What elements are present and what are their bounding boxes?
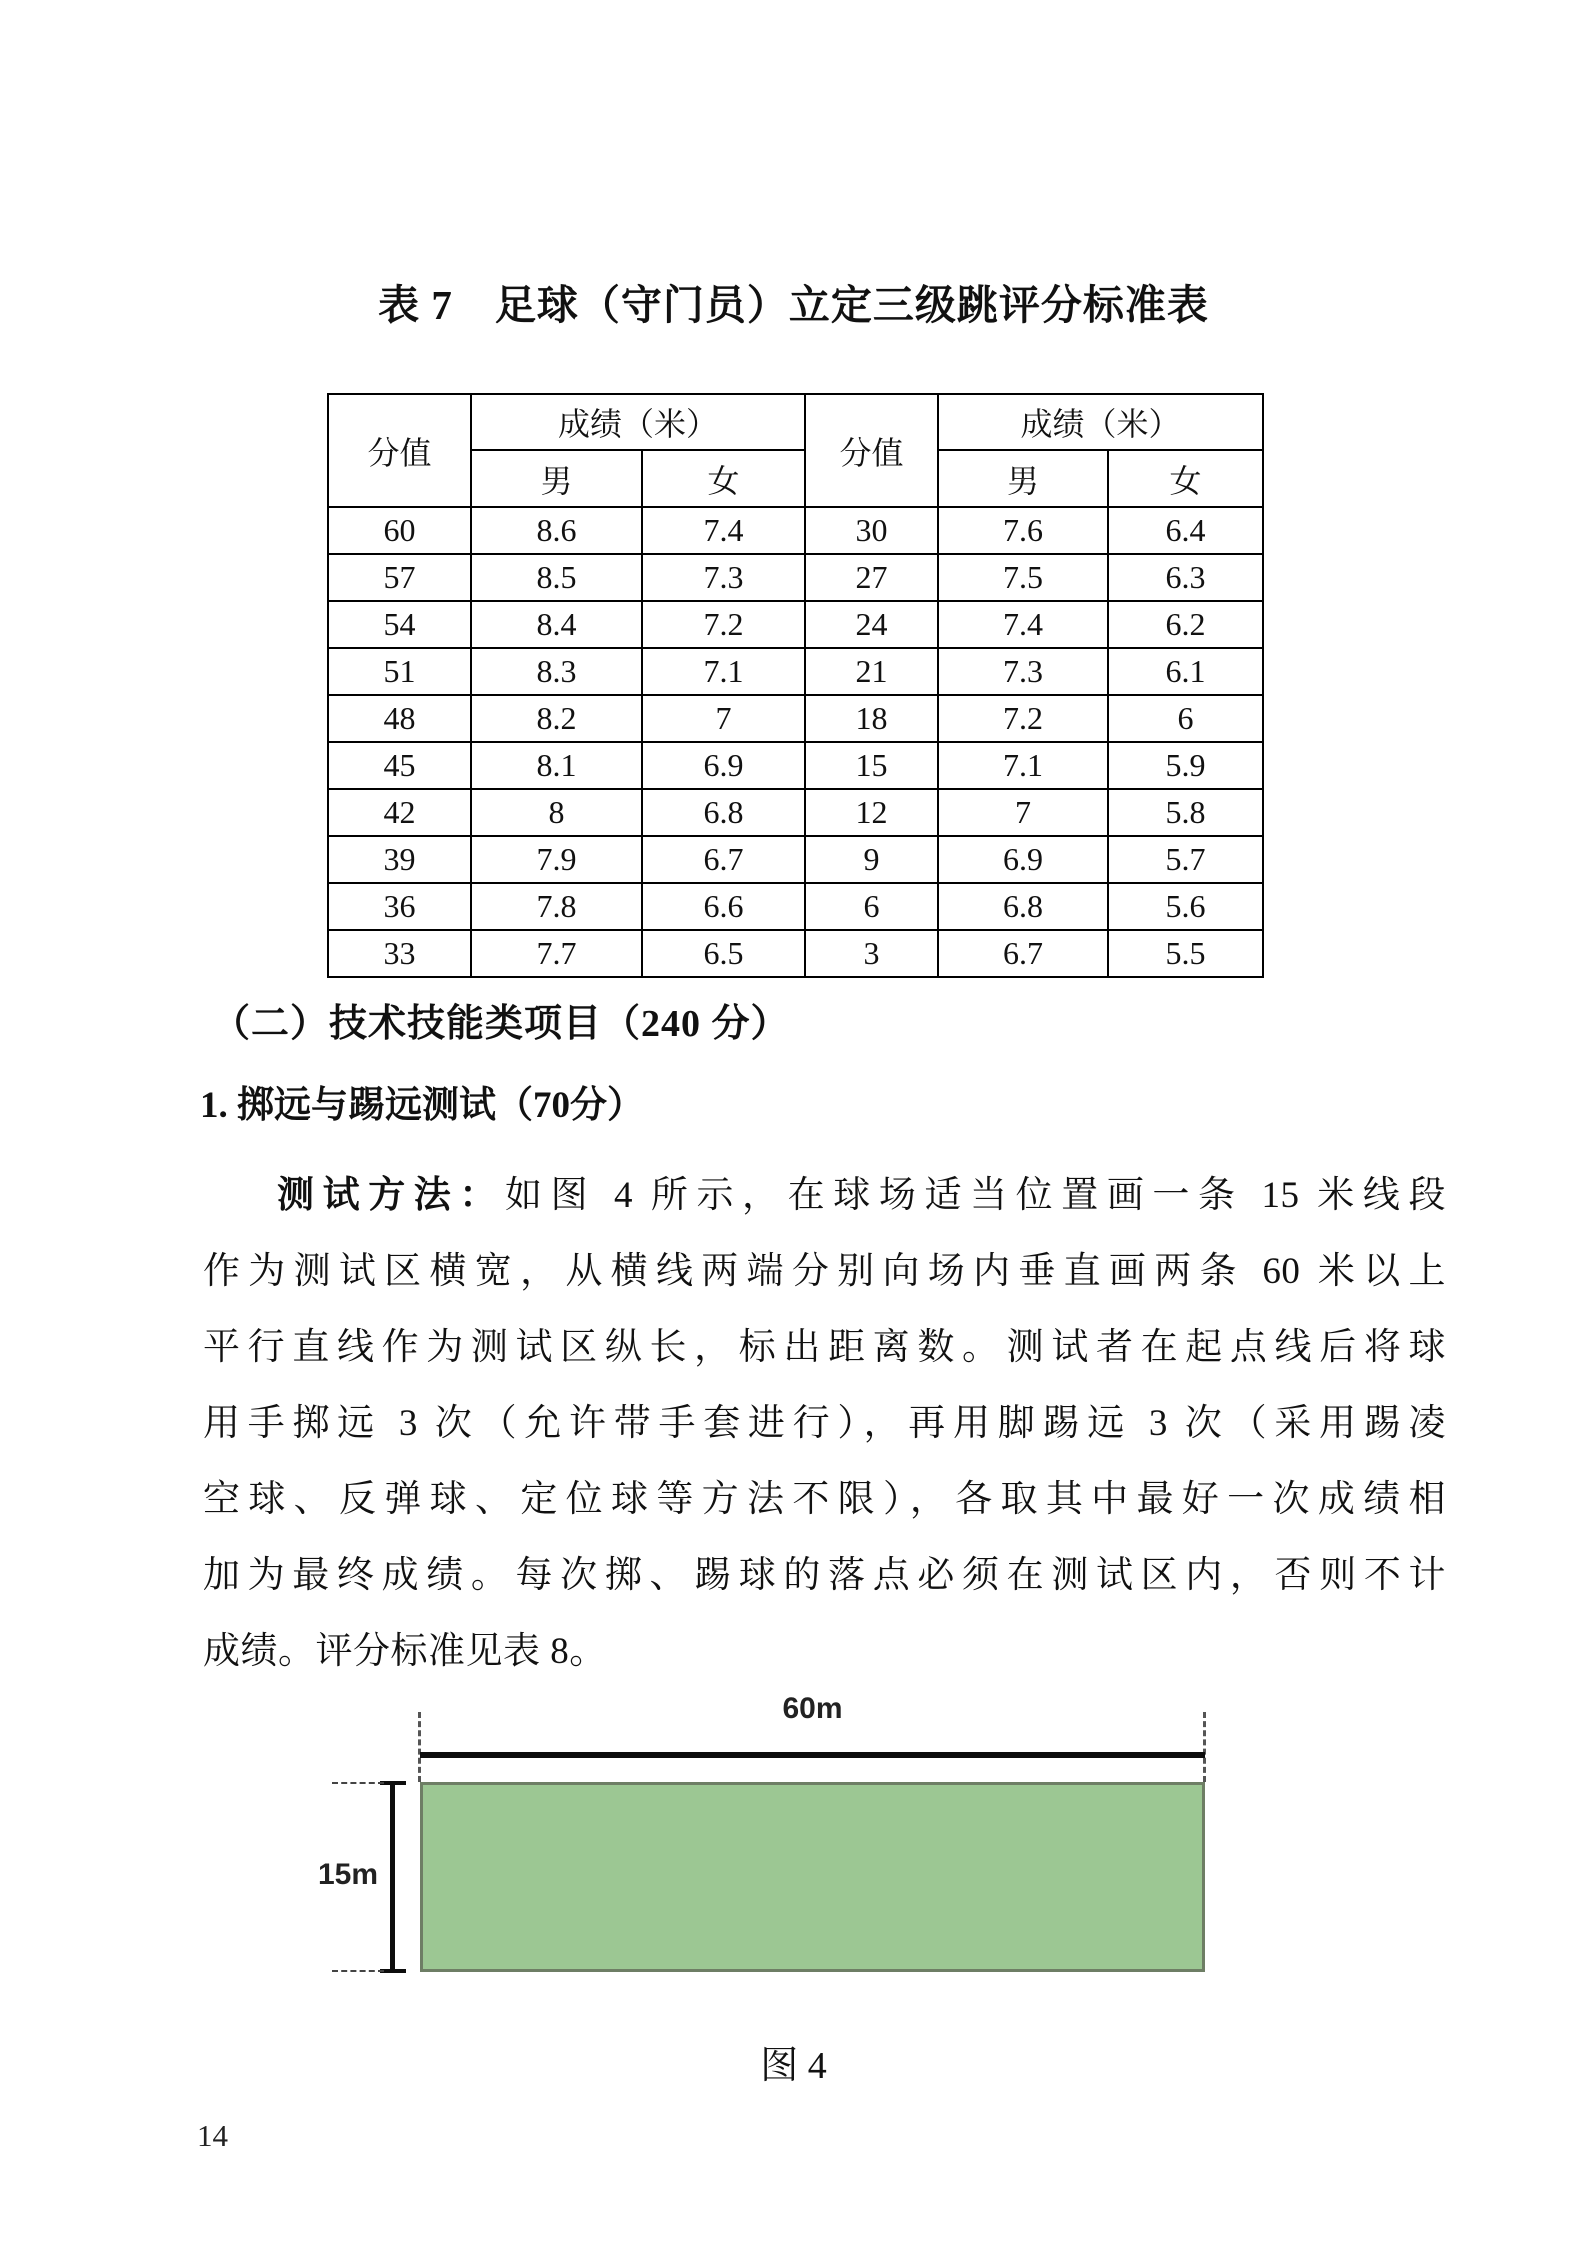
cell-score: 6 [805, 883, 938, 930]
header-score-right: 分值 [805, 394, 938, 507]
cell-female: 6.6 [642, 883, 805, 930]
paragraph-line [203, 1158, 1446, 1234]
cell-female: 7 [642, 695, 805, 742]
header-male-right: 男 [938, 450, 1108, 507]
cell-score: 39 [328, 836, 471, 883]
cell-male: 8.5 [471, 554, 642, 601]
table-row [328, 507, 1263, 554]
figure-width-label: 60m [782, 1692, 843, 1725]
header-result-right: 成绩（米） [938, 394, 1263, 450]
cell-male: 7.5 [938, 554, 1108, 601]
paragraph-line: 平行直线作为测试区纵长，标出距离数。测试者在起点线后将球 [203, 1327, 1446, 1368]
cell-male: 6.7 [938, 930, 1108, 977]
test-field-rectangle [420, 1782, 1205, 1972]
header-score-left: 分值 [328, 394, 471, 507]
header-female-right: 女 [1108, 450, 1263, 507]
width-dimension-line [420, 1752, 1205, 1758]
cell-male: 7.6 [938, 507, 1108, 554]
section-heading: （二）技术技能类项目（240 分） [212, 1003, 790, 1045]
method-label: 测试方法： [277, 1175, 505, 1216]
header-male-left: 男 [471, 450, 642, 507]
paragraph-line: 成绩。评分标准见表 8。 [203, 1631, 607, 1672]
cell-score: 54 [328, 601, 471, 648]
cell-male: 6.9 [938, 836, 1108, 883]
cell-score: 12 [805, 789, 938, 836]
cell-male: 7.1 [938, 742, 1108, 789]
cell-female: 6.9 [642, 742, 805, 789]
height-dimension-line [390, 1783, 395, 1972]
table-row [328, 789, 1263, 836]
test-area-figure [290, 1690, 1390, 1990]
cell-male: 7 [938, 789, 1108, 836]
table-row [328, 601, 1263, 648]
cell-score: 33 [328, 930, 471, 977]
cell-male: 8 [471, 789, 642, 836]
cell-score: 57 [328, 554, 471, 601]
cell-female: 6.1 [1108, 648, 1263, 695]
figure-height-label: 15m [317, 1858, 378, 1891]
cell-male: 6.8 [938, 883, 1108, 930]
cell-male: 7.3 [938, 648, 1108, 695]
cell-score: 24 [805, 601, 938, 648]
table-row [328, 695, 1263, 742]
cell-female: 5.6 [1108, 883, 1263, 930]
cell-female: 6.5 [642, 930, 805, 977]
dimension-dash-bottom [332, 1970, 384, 1972]
page-number: 14 [197, 2118, 228, 2153]
table-title: 表 7 足球（守门员）立定三级跳评分标准表 [378, 282, 1209, 328]
cell-score: 27 [805, 554, 938, 601]
cell-score: 21 [805, 648, 938, 695]
table-row [328, 554, 1263, 601]
table-row [328, 883, 1263, 930]
header-result-left: 成绩（米） [471, 394, 805, 450]
paragraph-text: 如图 4 所示，在球场适当位置画一条 15 米线段 [504, 1175, 1447, 1216]
cell-score: 9 [805, 836, 938, 883]
table-header-row-1 [328, 394, 1263, 450]
paragraph-line: 用手掷远 3 次（允许带手套进行），再用脚踢远 3 次（采用踢凌 [203, 1403, 1446, 1444]
cell-score: 3 [805, 930, 938, 977]
cell-male: 7.2 [938, 695, 1108, 742]
cell-male: 7.8 [471, 883, 642, 930]
cell-female: 7.1 [642, 648, 805, 695]
cell-female: 6.3 [1108, 554, 1263, 601]
sub-heading: 1. 掷远与踢远测试（70分） [200, 1085, 644, 1126]
cell-score: 42 [328, 789, 471, 836]
scoring-table [327, 393, 1264, 978]
table-row [328, 930, 1263, 977]
cell-score: 36 [328, 883, 471, 930]
cell-male: 8.1 [471, 742, 642, 789]
cell-male: 7.4 [938, 601, 1108, 648]
cell-male: 8.4 [471, 601, 642, 648]
cell-female: 5.7 [1108, 836, 1263, 883]
cell-female: 6.7 [642, 836, 805, 883]
dimension-dash-top [332, 1782, 384, 1784]
cell-female: 5.5 [1108, 930, 1263, 977]
cell-score: 45 [328, 742, 471, 789]
cell-female: 6.8 [642, 789, 805, 836]
table-row [328, 648, 1263, 695]
cell-male: 8.3 [471, 648, 642, 695]
cell-score: 15 [805, 742, 938, 789]
cell-score: 60 [328, 507, 471, 554]
cell-score: 18 [805, 695, 938, 742]
cell-female: 6.2 [1108, 601, 1263, 648]
cell-score: 30 [805, 507, 938, 554]
paragraph-line: 空球、反弹球、定位球等方法不限），各取其中最好一次成绩相 [203, 1479, 1446, 1520]
dimension-guide-left [418, 1712, 421, 1782]
figure-caption: 图 4 [760, 2045, 827, 2087]
cell-female: 6.4 [1108, 507, 1263, 554]
cell-male: 8.6 [471, 507, 642, 554]
cell-male: 7.9 [471, 836, 642, 883]
table-row [328, 836, 1263, 883]
cell-score: 51 [328, 648, 471, 695]
cell-female: 7.4 [642, 507, 805, 554]
cell-female: 7.3 [642, 554, 805, 601]
paragraph-line: 加为最终成绩。每次掷、踢球的落点必须在测试区内，否则不计 [203, 1555, 1446, 1596]
cell-male: 7.7 [471, 930, 642, 977]
dimension-guide-right [1203, 1712, 1206, 1782]
table-row [328, 742, 1263, 789]
cell-male: 8.2 [471, 695, 642, 742]
method-paragraph [203, 1158, 1446, 1690]
cell-female: 6 [1108, 695, 1263, 742]
cell-female: 5.8 [1108, 789, 1263, 836]
paragraph-line: 作为测试区横宽，从横线两端分别向场内垂直画两条 60 米以上 [203, 1251, 1446, 1292]
cell-female: 7.2 [642, 601, 805, 648]
cell-female: 5.9 [1108, 742, 1263, 789]
cell-score: 48 [328, 695, 471, 742]
header-female-left: 女 [642, 450, 805, 507]
